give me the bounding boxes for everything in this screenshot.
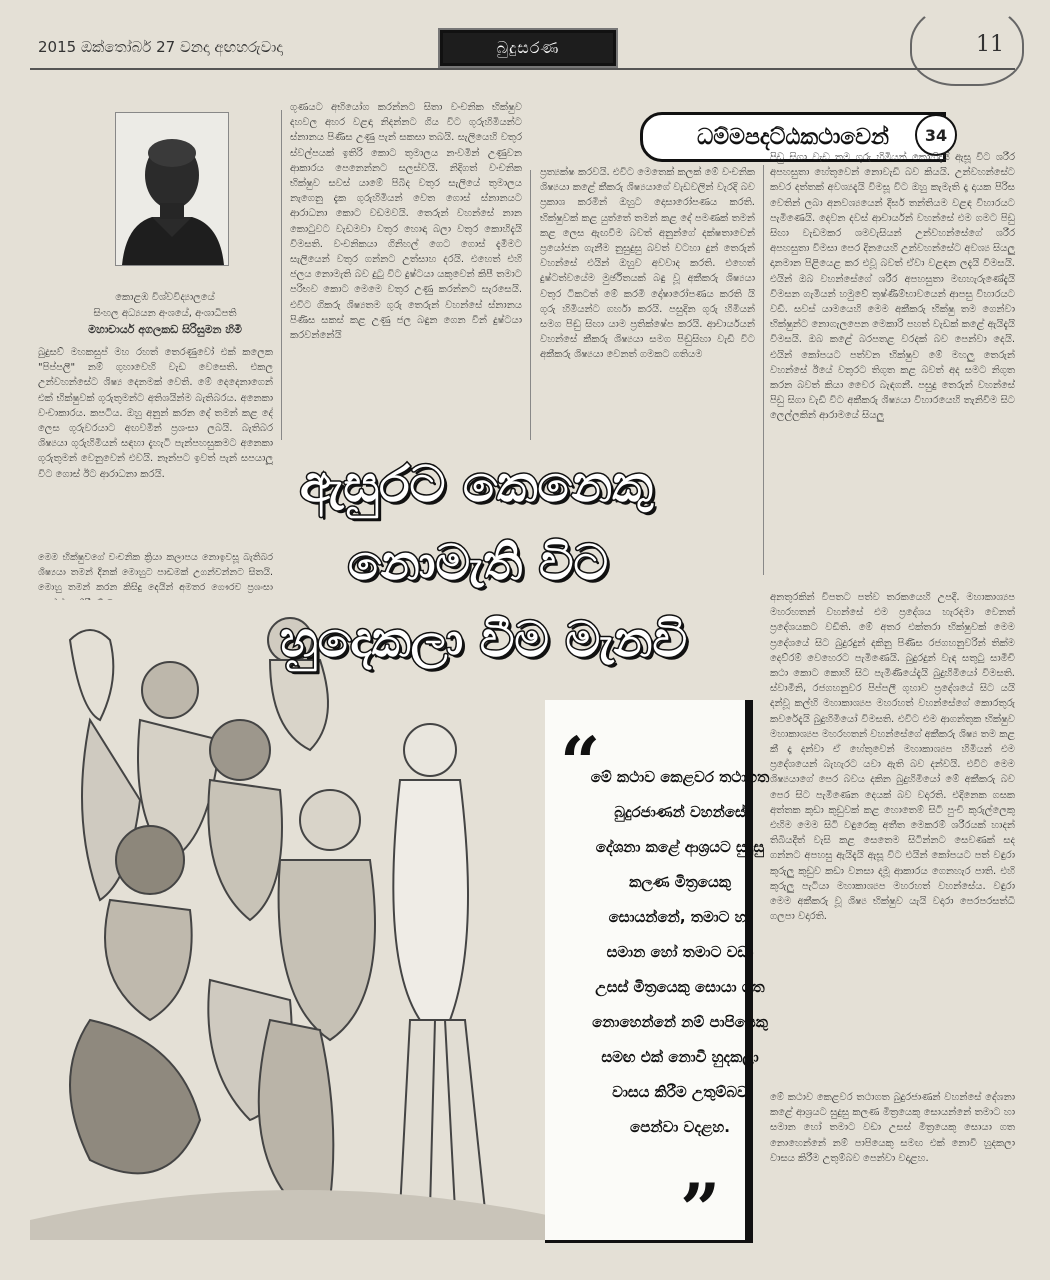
headline-line-3: හුදෙකලා වීම මැනවි xyxy=(280,612,688,668)
headline-line-1: ඇසුරට කෙනෙකු xyxy=(300,455,653,513)
column-4-closing: මේ කථාව කෙළවර තථාගත බුදුරජාණන් වහන්සේ දේශනා කළේ ආශ්‍රයට සුදුසු කලණ මිත්‍රයෙකු සොයන්නේ තමාට හා සමාන හෝ තමාට වඩා උසස් මිත්‍රයෙකු සොයා ගත නොහෙන්නේ නම් පාපියෙකු සමඟ එක් නොවී හුදකලා වාසය කිරීම උතුම්බව පෙන්වා වදාළහ. xyxy=(770,1092,1015,1164)
author-department: සිංහල අධ්‍යයන අංශයේ, අංශාධිපති xyxy=(93,308,237,319)
masthead: බුදුසරණ xyxy=(440,30,616,66)
author-name: මහාචාර්ය අගලකඩ සිරිසුමන හිමි xyxy=(88,323,242,336)
series-title: ධම්මපදට්ඨකථාවෙන් xyxy=(640,112,946,162)
author-affiliation: කොළඹ විශ්වවිද්‍යාලයේ xyxy=(115,292,215,303)
open-quote-mark: “ xyxy=(560,721,601,804)
column-1-more: මෙම භික්ෂුවගේ වංචනික ක්‍රියා කලාපය නොඉවසූ බැතිබර ශිෂ්‍යයා තමන් දිනක් මොහුට පාඩමක් උගන්වන්නට සිතයි. මොහු තමන් කරන කිසිදු දෙයින් අමතර ගෞරව ප්‍රශංසා xyxy=(38,552,273,594)
monk-portrait-icon xyxy=(116,113,228,265)
author-caption xyxy=(40,290,290,338)
column-4-continued: අනතුරකින් විපතට පත්ව තරකයෙහි උපදී. මහාකාශ්‍යප මහරහතන් වහන්සේ එම ප්‍රදේශය හැරදමා වෙනත් ප්‍රදේශයකට වඩිති. මේ අතර එක්තරා භික්ෂුවක් මෙම ප්‍රදේශයේ සිට බුදුරදුන් දකිනු පිණිස රජගහනුවරින් තික්ම දෙව්රම් වෙහෙරට පැමිණෙයි. බුදුරදුන් වැඳ සතුටු සාමීචි කථා කොට කොහි සිට පැමිණියේදැයි බුදුහිමියෝ විමසති. ස්වාමීනි, රජගහනුවර පිප්පලී ගුහාව ප්‍රදේශයේ සිට යයි දන්වූ කල්හි මහාකාශ්‍යප මහරහත් වහන්සේගේ කොරතුරු කවරේදැයි බුදුහිමියෝ විමසති. එවිට එම ආගන්තුක භික්ෂුව මහාකාශ්‍යප මහරහතන් වහන්සේගේ අකීකරු ශිෂ්‍ය තම කළ කී දෑ දන්වා ඒ හේතුවෙන් මහාකාශ්‍යප හිමියන් එම ප්‍රදේශයෙන් බැහැරට යවා ඇති බව දන්වයි. එවිට මෙම ශිෂ්‍යයාගේ පෙර බවය දකින බුදුහිමියෝ මේ අකීකරු බව පෙර සිට පැමිණෙන දෙයක් බව වදාරති. එදිනෙක ගසක අත්තක කුඩා කුඩුවක් කළ හොතෙම් සිටි පුංචි කුරුල්ලෙකු එහිම මෙම සිටි වඳුරෙකු අතීත මෙකරම් ශරීරයක් හාදන් තිබියදීත් වැසි කළ සෙතෙම සිටින්නට සෙවණක් සද ගන්නට අපහසු ඇයිදැයි ඇසූ විට එයින් කෝපයට පත් වඳුරා කුරුලු කුඩුව කඩා වනසා දමූ ආකාරය ගෙනහැර පාති. එහි කුරුලු පැටියා මහාකාශ්‍යප මහරහත් වහන්සේය. වඳුරා මෙම අකීකරු වූ ශිෂ්‍ය භික්ෂුව යැයි වදාරා පෙරපරසත්ධි ගලපා වදාරති. xyxy=(770,592,1015,923)
column-2: ගුණයට අභියෝග කරන්නට සිතා වංචනික භික්ෂුව දහවල අහර වළඳා නිදන්නට ගිය විට ගුරුහිමියන්ට ස්නානය පිණිස උණු පැන් සකසා තබයි. සැලියෙහි වතුර ස්වල්පයක් ඉතිරි කොට තුමාලය නංවමින් උණුවන ආකාරය පෙනෙන්නට සලස්වයි. නිදිගත් වංචනික භික්ෂුව සවස් යාමේ පිබිද වතුර සැලියේ තුමාලය නැගෙනු දැක ගුරුහිමියන් වෙත ගොස් ස්නානයට ආරාධනා කොට වඩමවයි. තෙරුන් වහන්සේ නාන කොටුවට වැඩමවා වතුර හොඳා බලා වතුර කොහිදැයි විමසති. වංචනිකයා ගිනිහල් ගෙට ගොස් දැමීමට සැලියෙන් වතුර ගන්නට උත්සාහ දරයි. එහෙත් එහි ජලය නොමැති බව දුටු විට දුෂ්ටයා යකුවෙන් කිපී තමාට පරිභව කොට මෙමෙ වතුර උණු කරන්නට සැරසෙයි. එවිට ගිකරු ශිෂ්‍යතම ගුරු තෙරුන් වහන්සේ ස්නානය පිණිස සකස් කළ උණු ජල බඳුන ගෙන වීන් දුෂ්ටයා කරවන්නේයි xyxy=(290,102,522,342)
column-1-intro: බුදුසව් මහකසුප් මහ රහත් තෙරණුවෝ එක් කලෙක "පිප්පලී" නම් ගුහාවෙහි වැඩ වෙසෙති. එකල උන්වහන්සේට ශිෂ්‍ය දෙනමක් වෙති. මේ දෙදෙනාගෙන් එක් භික්ෂුවක් ගුරුතුමන්ට අතිශයින්ම බැතිබරය. අනෙකා වංචාකාරය. කපටිය. ඔහු අනුන් කරන දේ තමන් කළ දේ ලෙස ගුරුවරයාට අඟවමින් ප්‍රශංසා ලබයි. බැතිබර ශිෂ්‍යයා ගුරුහිමියන් සඳහා දැහැටි පැන්පහසුකමට අනෙකා ගුරුතුමන් වෙනුවෙන් එවයි. නෑන්පට ඉවත් පැන් සපයාලූ විට ගොස් ඊට ආරාධනා කරයි. xyxy=(38,347,273,480)
column-rule xyxy=(281,110,282,440)
pull-quote-text: මේ කථාව කෙළවර තථාගත බුදුරජාණන් වහන්සේ දේශනා කළේ ආශ්‍රයට සුදුසු කලණ මිත්‍රයෙකු සොයන්නේ, තමාට හා සමාන හෝ තමාට වඩා උසස් මිත්‍රයෙකු සොයා ගත නොහෙන්නේ නම් පාපියෙකු සමඟ එක් නොවී හුදකලා වාසය කිරීම උතුම්බව පෙන්වා වදළහ. xyxy=(590,768,770,1136)
headline-line-2: නොමැති විට xyxy=(348,535,609,591)
series-number: 34 xyxy=(915,114,957,156)
issue-date: 2015 ඔක්තෝබර් 27 වනදා අඟහරුවාදා xyxy=(38,38,283,56)
author-photo xyxy=(115,112,229,266)
column-rule xyxy=(530,170,531,440)
crowd-scene-illustration-icon xyxy=(30,600,570,1240)
close-quote-mark: ” xyxy=(680,1168,721,1251)
column-4: පිඩු සිගා වැඩ තම ගුරු හිමියන් කොහිදැයි ඇසූ විට ශරීර අපහසුතා හේතුවෙන් නොවැඩි බව කියයි. උන්වහන්සේට කවර දත්තක් අවශ්‍යදැයි විමසූ විට ඔහු කැමැති දෑ දායක පිරිස වෙතින් ලබා අනවශ්‍යයෙන් දීර්ඝ තන්තියම වළඳ විහාරයට පැමිණෙයි. දෙවන දවස් ආචාර්යන් වහන්සේ එම ගමට පිඩු සිඟා වැඩමකර ශමවැසියන් උන්වහන්සේගේ ශරීර අපහසුතා විමසා පෙර දිනයෙහි උන්වහන්සේට අවශ්‍ය සියලු දානමාන පිළියෙළ කර එවූ බවත් ඒවා වළඳන ලදැයි විමසයි. එයින් ඔබ වහන්සේගේ ශරීර අපහසුතා මඟහැරුණේදැයි විමසන ගැමියන් හමුවේ තුෂ්ණීම්භාවයෙන් ආපසු විහාරයට වඩී. සවස් යාමයෙහි මෙම අකීකරු භික්ෂු තම ගෙන්වා භික්ෂුන්ට නොගැලපෙන මෙකාරි පහත් වැඩක් කළේ ඇයිදැයි විමසයි. ඔබ කළේ බරපතළ වරදක් බව පෙන්වා දෙයි. එයින් කෝපයට පත්වන භික්ෂුව මේ මහලු තෙරුන් වහන්සේ ඊයේ වතුරට තිගුත කළ බවත් අද සමට නිගුත කරන බවත් කියා වෛර බැඳගනී. පසුදු තෙරුන් වහන්සේ පිඩු සිගා වැඩි විට අකීකරු ශිෂ්‍යයා විහාරයෙහි තැනිවිම සිට ලෙල්ලකින් ආරාමයේ සියලු xyxy=(770,152,1015,422)
header-rule xyxy=(30,68,1015,70)
column-rule xyxy=(763,165,764,575)
page-number: 11 xyxy=(976,32,1004,57)
column-3: ප්‍රත්‍යක්ෂ කරවයි. එවිට මෙතෙක් කලක් මේ වංචනික ශිෂ්‍යයා කළේ කීකරු ශිෂ්‍යයාගේ වැඩවලින් වැරදි බව ප්‍රකාශ කරමින් ඔහුට දොසාරෝපණය කරති. භික්ෂුවක් කළ යුත්තේ තමන් කළ දේ පමණක් තමන් කළ ලෙස ඇඟවීම බවත් අනුන්ගේ දක්ෂතාවෙන් ප්‍රයෝජන ගැනීම නුසුදුසු බවත් වටහා දුන් තෙරුන් වහන්සේ එයින් ඔහුව අවවාද කරති. එහෙත් දුෂ්ටත්වයේම මුර්ඡිතයක් බඳු වූ අකීකරු ශිෂ්‍යයා වතුර ටිකටත් මේ කරමි දෝෂාරෝපණය කරති යි ගුරු හිමියන්ට ගර්හා කරයි. පසුදින ගුරු හිමියන් සමග පිඬු සිඟා යාම ප්‍රතික්ෂේප කරයි. ආචාර්යයන් වහන්සේ කීකරු ශිෂ්‍යයා සමග පිඬුසිඟා වැඩි විට අකීකරු ශිෂ්‍යයා වෙනත් ගමකට ගතියම xyxy=(540,167,755,361)
